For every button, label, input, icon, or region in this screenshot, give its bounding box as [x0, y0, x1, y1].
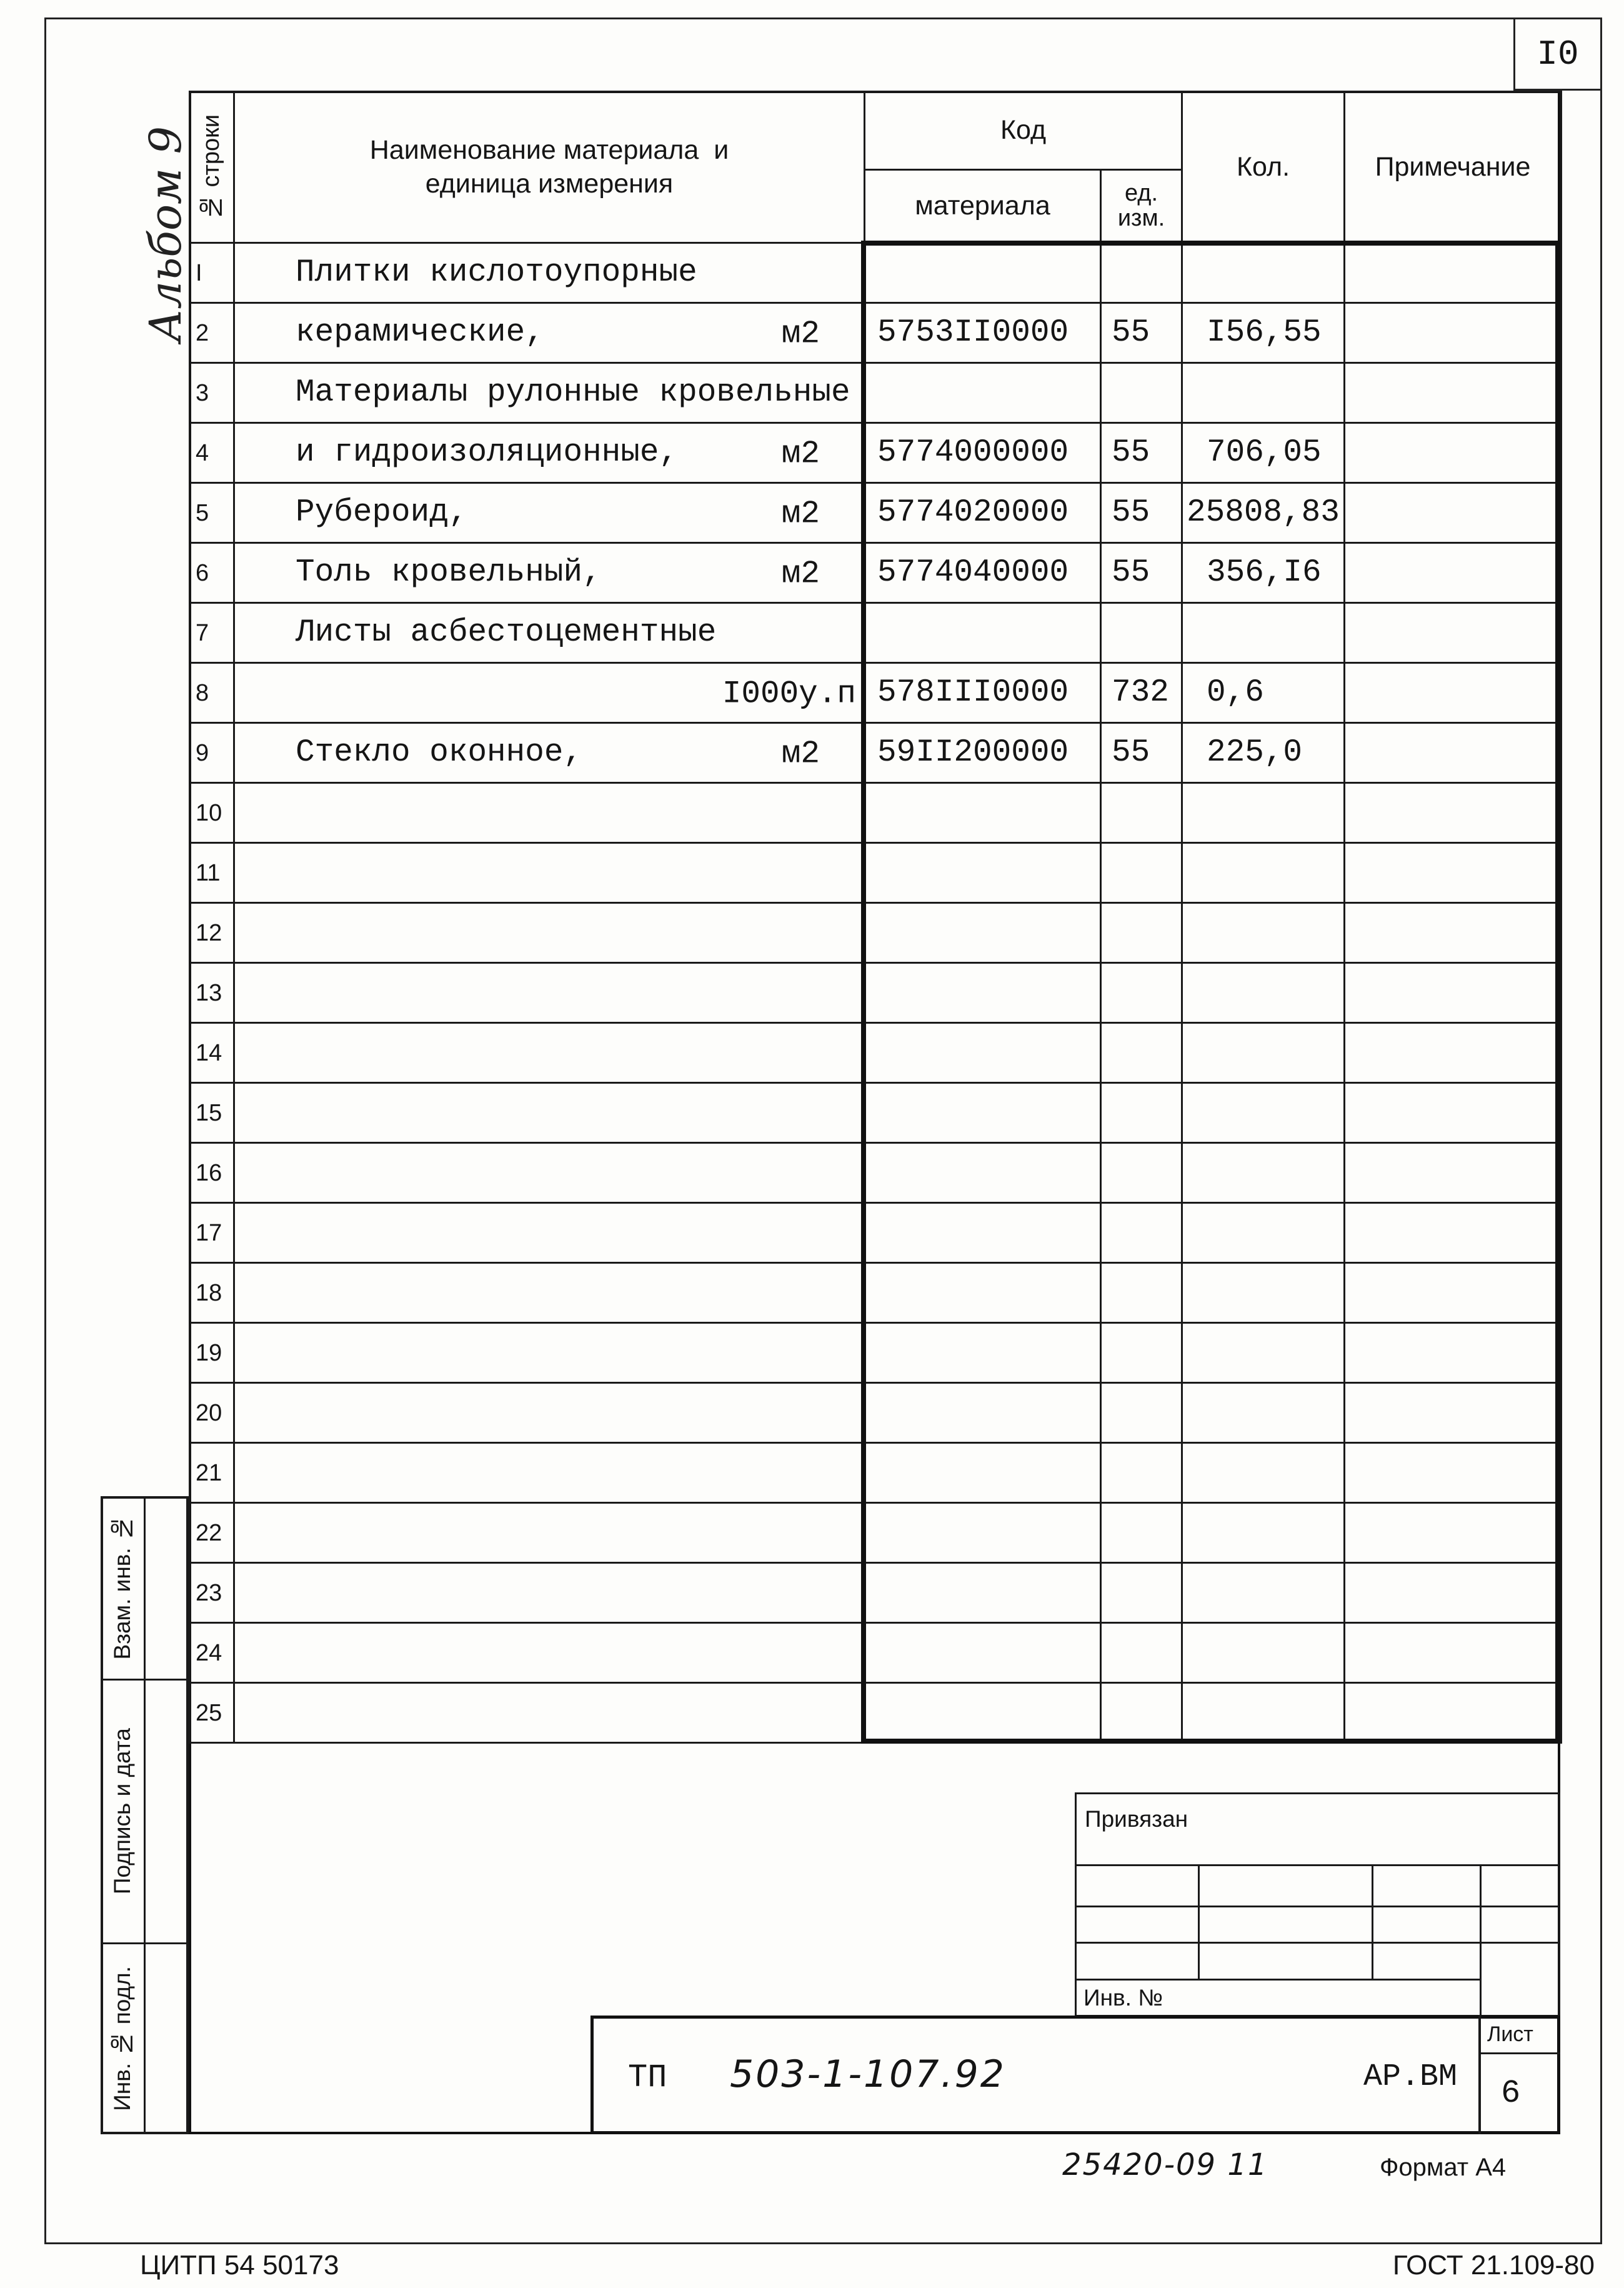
quantity-cell [1182, 243, 1345, 303]
row-number-cell: 22 [190, 1503, 234, 1563]
unit-code-cell [1101, 783, 1182, 843]
material-code-cell [865, 1263, 1101, 1323]
project-designation: 503-1-107.92 [730, 2052, 1006, 2096]
row-number-cell: 25 [190, 1683, 234, 1743]
quantity-cell [1182, 363, 1345, 423]
row-number-cell: 21 [190, 1443, 234, 1503]
signature-date-label [101, 1679, 144, 1943]
note-cell [1345, 1323, 1562, 1383]
material-name: Толь кровельный, [296, 555, 602, 591]
quantity-header: Кол. [1182, 92, 1345, 243]
table-row [190, 723, 1562, 783]
note-header: Примечание [1345, 92, 1562, 243]
material-code-cell [865, 603, 1101, 663]
table-row [190, 543, 1562, 603]
material-code-cell [865, 903, 1101, 963]
material-unit: м2 [781, 496, 820, 532]
unit-code-cell [1101, 243, 1182, 303]
sheet-box-divider [1478, 2016, 1481, 2134]
row-number-cell: 5 [190, 483, 234, 543]
note-cell [1345, 1443, 1562, 1503]
replaced-inv-text: Взам. инв. № [109, 1516, 135, 1660]
attached-col-line [1198, 1864, 1200, 1980]
table-row [190, 243, 1562, 303]
unit-code-cell [1101, 963, 1182, 1023]
quantity-cell [1182, 1563, 1345, 1623]
table-row [190, 1563, 1562, 1623]
material-code-cell [865, 1563, 1101, 1623]
material-unit: I000у.п [722, 676, 856, 712]
note-cell [1345, 243, 1562, 303]
material-code-cell [865, 963, 1101, 1023]
material-name-cell [234, 1083, 865, 1143]
unit-code-cell [1101, 1023, 1182, 1083]
material-name: Стекло оконное, [296, 735, 583, 771]
material-name-cell [234, 1143, 865, 1203]
material-code-cell [865, 1083, 1101, 1143]
attached-row-line [1075, 1979, 1481, 1981]
material-name-cell [234, 483, 865, 543]
table-row [190, 1143, 1562, 1203]
material-name-cell [234, 1323, 865, 1383]
material-name-header [234, 92, 865, 243]
material-name-cell [234, 963, 865, 1023]
material-name-cell [234, 903, 865, 963]
attached-row-line [1075, 1906, 1560, 1907]
row-number-cell: I [190, 243, 234, 303]
material-name-cell [234, 843, 865, 903]
row-number-cell: 15 [190, 1083, 234, 1143]
quantity-cell [1182, 1323, 1345, 1383]
table-row [190, 1623, 1562, 1683]
material-name: Материалы рулонные кровельные [296, 375, 850, 411]
unit-code-cell: 55 [1101, 483, 1182, 543]
unit-code-cell: 55 [1101, 543, 1182, 603]
row-number-cell: 20 [190, 1383, 234, 1443]
material-code-cell [865, 783, 1101, 843]
original-inv-text: Инв. № подл. [109, 1966, 135, 2111]
row-number-cell: 23 [190, 1563, 234, 1623]
table-row [190, 843, 1562, 903]
note-cell [1345, 1023, 1562, 1083]
row-number-header-label: № строки [198, 114, 225, 221]
unit-code-cell [1101, 1263, 1182, 1323]
material-name: керамические, [296, 315, 544, 351]
material-code-cell: 5774040000 [865, 543, 1101, 603]
attached-col-line [1480, 1864, 1482, 2017]
row-number-cell: 8 [190, 663, 234, 723]
unit-code-header-line2: изм. [1117, 205, 1165, 231]
material-code-cell: 5774020000 [865, 483, 1101, 543]
album-note-text: Альбом 9 [140, 126, 191, 342]
table-row [190, 1683, 1562, 1743]
table-row [190, 1083, 1562, 1143]
table-row [190, 423, 1562, 483]
material-code-cell [865, 243, 1101, 303]
material-code-cell: 5753II0000 [865, 303, 1101, 363]
material-code-cell [865, 1023, 1101, 1083]
material-name-header-line2: единица измерения [425, 168, 674, 199]
material-code-cell [865, 1143, 1101, 1203]
table-row [190, 1203, 1562, 1263]
material-name: Листы асбестоцементные [296, 615, 717, 651]
unit-code-cell [1101, 1563, 1182, 1623]
quantity-cell [1182, 1503, 1345, 1563]
signature-date-text: Подпись и дата [109, 1727, 135, 1895]
material-name-cell [234, 1203, 865, 1263]
row-number-cell: 3 [190, 363, 234, 423]
quantity-cell: 225,0 [1182, 723, 1345, 783]
note-cell [1345, 1083, 1562, 1143]
row-number-cell: 19 [190, 1323, 234, 1383]
unit-code-cell [1101, 1203, 1182, 1263]
table-row [190, 303, 1562, 363]
table-body [190, 243, 1562, 1743]
unit-code-cell: 55 [1101, 303, 1182, 363]
quantity-cell: 356,I6 [1182, 543, 1345, 603]
material-unit: м2 [781, 436, 820, 472]
attached-row-line [1075, 1942, 1560, 1944]
quantity-cell [1182, 1143, 1345, 1203]
quantity-cell: 25808,83 [1182, 483, 1345, 543]
quantity-cell [1182, 963, 1345, 1023]
unit-code-cell [1101, 1503, 1182, 1563]
material-name-cell [234, 1683, 865, 1743]
table-row [190, 603, 1562, 663]
table-row [190, 363, 1562, 423]
quantity-cell: I56,55 [1182, 303, 1345, 363]
page-number: I0 [1513, 17, 1602, 91]
material-code-cell [865, 1323, 1101, 1383]
row-number-cell: 10 [190, 783, 234, 843]
row-number-cell: 6 [190, 543, 234, 603]
material-name-cell [234, 1383, 865, 1443]
material-name-cell [234, 243, 865, 303]
material-name-cell [234, 1023, 865, 1083]
inv-no-label: Инв. № [1083, 1985, 1163, 2011]
material-name-cell [234, 1623, 865, 1683]
table-row [190, 963, 1562, 1023]
quantity-cell: 706,05 [1182, 423, 1345, 483]
standard-code: ГОСТ 21.109-80 [1392, 2250, 1595, 2281]
table-row [190, 1383, 1562, 1443]
table-row [190, 1263, 1562, 1323]
material-name-cell [234, 603, 865, 663]
material-name-cell [234, 663, 865, 723]
unit-code-cell: 732 [1101, 663, 1182, 723]
quantity-cell [1182, 1443, 1345, 1503]
row-number-cell: 2 [190, 303, 234, 363]
unit-code-cell [1101, 1323, 1182, 1383]
unit-code-cell: 55 [1101, 423, 1182, 483]
note-cell [1345, 1563, 1562, 1623]
quantity-cell [1182, 903, 1345, 963]
attached-col-line [1372, 1864, 1373, 1980]
material-name-cell [234, 1563, 865, 1623]
material-unit: м2 [781, 556, 820, 592]
code-header: Код [865, 92, 1182, 170]
table-row [190, 903, 1562, 963]
note-cell [1345, 903, 1562, 963]
sheet-label: Лист [1487, 2022, 1533, 2046]
attached-label: Привязан [1085, 1806, 1188, 1832]
table-row [190, 1323, 1562, 1383]
row-number-cell: 11 [190, 843, 234, 903]
quantity-cell [1182, 1263, 1345, 1323]
quantity-cell [1182, 1623, 1345, 1683]
material-code-cell [865, 1443, 1101, 1503]
material-name-cell [234, 543, 865, 603]
material-name-cell [234, 783, 865, 843]
material-unit: м2 [781, 316, 820, 352]
material-name-cell [234, 1263, 865, 1323]
table-row [190, 783, 1562, 843]
row-number-cell: 17 [190, 1203, 234, 1263]
table-row [190, 1443, 1562, 1503]
material-code-cell [865, 1683, 1101, 1743]
quantity-cell [1182, 1023, 1345, 1083]
publisher-code: ЦИТП 54 50173 [140, 2250, 339, 2281]
row-number-cell: 13 [190, 963, 234, 1023]
table-header [190, 92, 1562, 243]
unit-code-cell: 55 [1101, 723, 1182, 783]
row-number-cell: 4 [190, 423, 234, 483]
quantity-cell [1182, 603, 1345, 663]
quantity-cell [1182, 1083, 1345, 1143]
note-cell [1345, 1143, 1562, 1203]
row-number-cell: 16 [190, 1143, 234, 1203]
note-cell [1345, 1203, 1562, 1263]
document-number: 25420-09 11 [1062, 2147, 1268, 2182]
unit-code-cell [1101, 1083, 1182, 1143]
row-number-cell: 24 [190, 1623, 234, 1683]
material-name: Плитки кислотоупорные [296, 255, 697, 291]
unit-code-header [1101, 170, 1182, 243]
unit-code-header-line1: ед. [1124, 180, 1158, 207]
material-unit: м2 [781, 736, 820, 772]
unit-code-cell [1101, 1623, 1182, 1683]
material-name-cell [234, 723, 865, 783]
note-cell [1345, 1503, 1562, 1563]
material-code-cell: 578III0000 [865, 663, 1101, 723]
note-cell [1345, 603, 1562, 663]
material-code-cell: 5774000000 [865, 423, 1101, 483]
unit-code-cell [1101, 843, 1182, 903]
row-number-cell: 9 [190, 723, 234, 783]
material-name-cell [234, 303, 865, 363]
format-label: Формат А4 [1380, 2154, 1507, 2181]
note-cell [1345, 1623, 1562, 1683]
note-cell [1345, 723, 1562, 783]
materials-table [189, 91, 1562, 1744]
sheet-number: 6 [1501, 2075, 1521, 2112]
table-row [190, 1503, 1562, 1563]
material-name-cell [234, 363, 865, 423]
quantity-cell [1182, 1203, 1345, 1263]
material-name: и гидроизоляционные, [296, 435, 679, 471]
material-code-cell [865, 843, 1101, 903]
unit-code-cell [1101, 1443, 1182, 1503]
table-row [190, 1023, 1562, 1083]
unit-code-cell [1101, 363, 1182, 423]
attached-row-line [1075, 1864, 1560, 1866]
series-label: ТП [628, 2059, 667, 2096]
material-name-cell [234, 1443, 865, 1503]
note-cell [1345, 543, 1562, 603]
material-code-cell [865, 1383, 1101, 1443]
unit-code-cell [1101, 1143, 1182, 1203]
note-cell [1345, 1383, 1562, 1443]
material-code-cell [865, 1503, 1101, 1563]
quantity-cell [1182, 1383, 1345, 1443]
note-cell [1345, 1263, 1562, 1323]
quantity-cell [1182, 783, 1345, 843]
material-name-cell [234, 1503, 865, 1563]
row-number-header [190, 92, 234, 243]
material-code-cell: 59II200000 [865, 723, 1101, 783]
note-cell [1345, 1683, 1562, 1743]
quantity-cell [1182, 843, 1345, 903]
note-cell [1345, 663, 1562, 723]
row-number-cell: 12 [190, 903, 234, 963]
original-inv-label [101, 1943, 144, 2134]
drawing-mark: АР.ВМ [1363, 2059, 1458, 2095]
quantity-cell: 0,6 [1182, 663, 1345, 723]
material-code-header: материала [865, 170, 1101, 243]
unit-code-cell [1101, 1683, 1182, 1743]
note-cell [1345, 483, 1562, 543]
material-code-cell [865, 1203, 1101, 1263]
table-row [190, 483, 1562, 543]
unit-code-cell [1101, 1383, 1182, 1443]
table-row [190, 663, 1562, 723]
material-name: Рубероид, [296, 495, 468, 531]
row-number-cell: 7 [190, 603, 234, 663]
material-code-cell [865, 363, 1101, 423]
unit-code-cell [1101, 603, 1182, 663]
material-name-header-line1: Наименование материала и [369, 134, 729, 165]
unit-code-cell [1101, 903, 1182, 963]
note-cell [1345, 303, 1562, 363]
material-name-cell [234, 423, 865, 483]
row-number-cell: 14 [190, 1023, 234, 1083]
note-cell [1345, 423, 1562, 483]
quantity-cell [1182, 1683, 1345, 1743]
note-cell [1345, 963, 1562, 1023]
note-cell [1345, 363, 1562, 423]
row-number-cell: 18 [190, 1263, 234, 1323]
material-code-cell [865, 1623, 1101, 1683]
sheet-box-divider [1480, 2052, 1560, 2054]
note-cell [1345, 843, 1562, 903]
note-cell [1345, 783, 1562, 843]
replaced-inv-label [101, 1496, 144, 1679]
